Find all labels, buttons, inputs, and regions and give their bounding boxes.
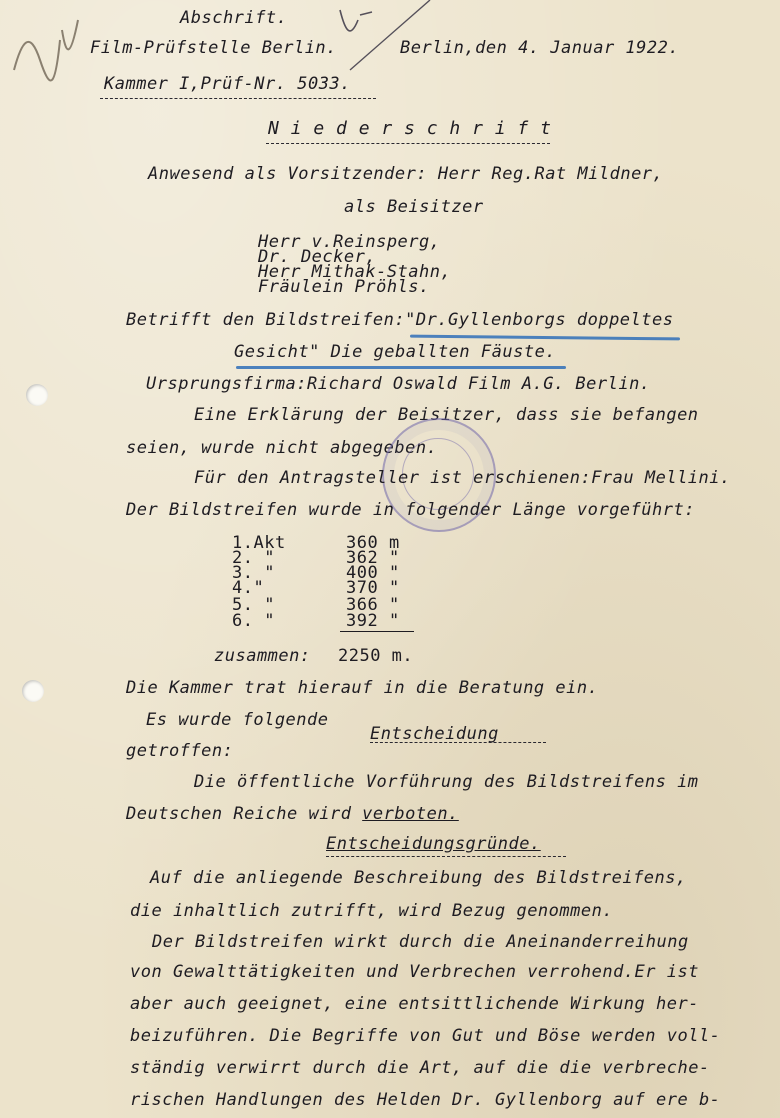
reason-line-8: rischen Handlungen des Helden Dr. Gyllenborg auf ere b- bbox=[130, 1090, 721, 1110]
office-name: Film-Prüfstelle Berlin. bbox=[90, 38, 337, 58]
act-2-label: 2. " bbox=[232, 548, 275, 568]
blue-pencil-underline-2 bbox=[236, 366, 566, 369]
blue-pencil-underline-1 bbox=[410, 335, 680, 341]
applicant-line: Für den Antragsteller ist erschienen:Frau Mellini. bbox=[194, 468, 731, 488]
title-underline bbox=[266, 143, 550, 144]
total-value: 2250 m. bbox=[338, 646, 414, 666]
document-title: N i e d e r s c h r i f t bbox=[268, 118, 552, 139]
act-3-label: 3. " bbox=[232, 563, 275, 583]
reason-line-2: die inhaltlich zutrifft, wird Bezug genommen. bbox=[130, 901, 614, 921]
punch-hole-bottom bbox=[22, 680, 44, 702]
decision-line-2 bbox=[126, 804, 459, 824]
decision-verdict: verboten. bbox=[362, 804, 459, 824]
reasons-heading-underline bbox=[326, 856, 566, 857]
reason-line-4: von Gewalttätigkeiten und Verbrechen verrohend.Er ist bbox=[130, 962, 699, 982]
decision-line-1: Die öffentliche Vorführung des Bildstreifens im bbox=[194, 772, 699, 792]
decision-line-2-prefix: Deutschen Reiche wird bbox=[126, 804, 363, 824]
act-3-length: 400 " bbox=[346, 563, 400, 583]
act-6-length: 392 " bbox=[346, 611, 400, 631]
decision-heading: Entscheidung bbox=[370, 724, 499, 744]
assessors-label: als Beisitzer bbox=[344, 197, 484, 217]
reason-line-5: aber auch geeignet, eine entsittlichende Wirkung her- bbox=[130, 994, 699, 1014]
sum-rule bbox=[340, 631, 414, 632]
reason-line-6: beizuführen. Die Begriffe von Gut und Böse werden voll- bbox=[130, 1026, 721, 1046]
act-4-length: 370 " bbox=[346, 578, 400, 598]
decision-intro-2: getroffen: bbox=[126, 741, 234, 761]
decision-intro-1: Es wurde folgende bbox=[146, 710, 329, 730]
assessor-3: Herr Mithak-Stahn, bbox=[258, 262, 452, 282]
subject-line-2: Gesicht" Die geballten Fäuste. bbox=[234, 342, 557, 362]
reason-line-3: Der Bildstreifen wirkt durch die Aneinanderreihung bbox=[152, 932, 689, 952]
declaration-line-1: Eine Erklärung der Beisitzer, dass sie befangen bbox=[194, 405, 699, 425]
reason-line-1: Auf die anliegende Beschreibung des Bildstreifens, bbox=[150, 868, 687, 888]
act-5-length: 366 " bbox=[346, 595, 400, 615]
copy-label: Abschrift. bbox=[180, 8, 288, 28]
subject-line-1: Betrifft den Bildstreifen:"Dr.Gyllenborgs doppeltes bbox=[126, 310, 674, 330]
assessor-4: Fräulein Pröhls. bbox=[258, 277, 430, 297]
reason-line-7: ständig verwirrt durch die Art, auf die die verbreche- bbox=[130, 1058, 710, 1078]
declaration-line-2: seien, wurde nicht abgegeben. bbox=[126, 438, 438, 458]
assessor-1: Herr v.Reinsperg, bbox=[258, 232, 441, 252]
act-1-label: 1.Akt bbox=[232, 533, 286, 553]
header-divider bbox=[100, 98, 376, 99]
origin-company: Ursprungsfirma:Richard Oswald Film A.G. Berlin. bbox=[146, 374, 651, 394]
reasons-heading: Entscheidungsgründe. bbox=[326, 834, 541, 854]
act-2-length: 362 " bbox=[346, 548, 400, 568]
place-date: Berlin,den 4. Januar 1922. bbox=[400, 38, 680, 58]
act-4-label: 4." bbox=[232, 578, 265, 598]
assessor-2: Dr. Decker, bbox=[258, 247, 377, 267]
punch-hole-top bbox=[26, 384, 48, 406]
decision-heading-underline bbox=[370, 742, 546, 743]
act-1-length: 360 m bbox=[346, 533, 400, 553]
chair-line: Anwesend als Vorsitzender: Herr Reg.Rat Mildner, bbox=[148, 164, 664, 184]
act-6-label: 6. " bbox=[232, 611, 275, 631]
act-5-label: 5. " bbox=[232, 595, 275, 615]
deliberation-line: Die Kammer trat hierauf in die Beratung ein. bbox=[126, 678, 599, 698]
chamber-number: Kammer I,Prüf-Nr. 5033. bbox=[104, 74, 351, 94]
total-label: zusammen: bbox=[214, 646, 311, 666]
length-intro: Der Bildstreifen wurde in folgender Länge vorgeführt: bbox=[126, 500, 695, 520]
